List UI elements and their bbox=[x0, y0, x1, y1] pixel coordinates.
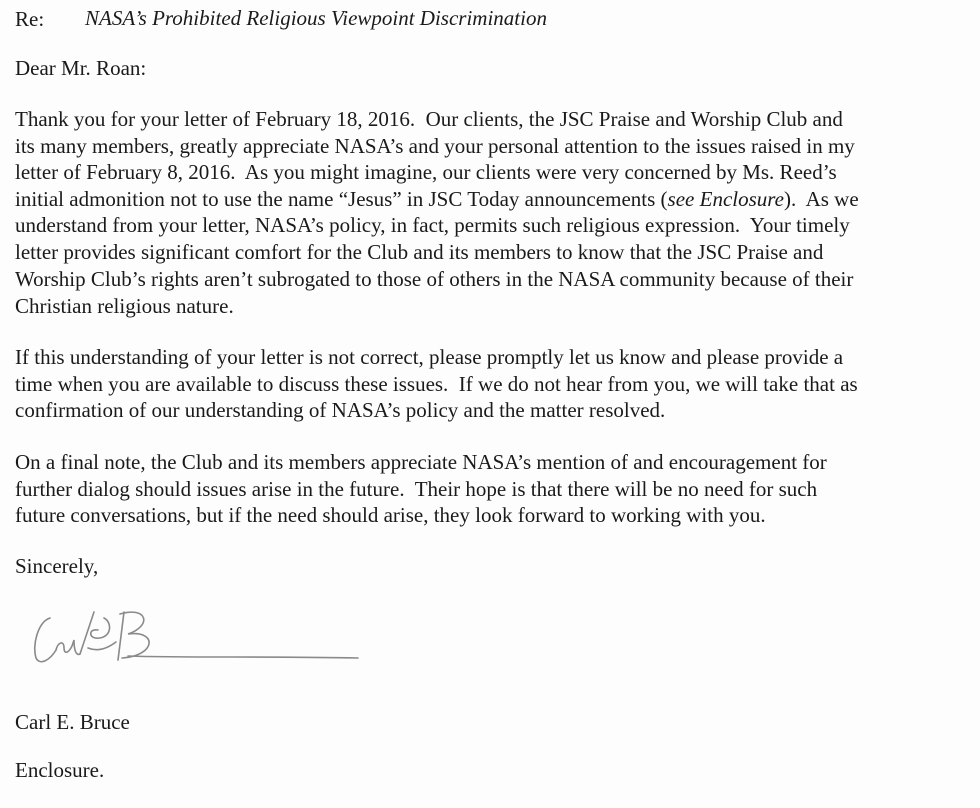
enclosure-reference: see Enclosure bbox=[667, 187, 784, 211]
line-text: initial admonition not to use the name “Jesus” in JSC Today announcements ( bbox=[15, 187, 668, 211]
paragraph-line: confirmation of our understanding of NASA’s policy and the matter resolved. bbox=[15, 398, 666, 422]
paragraph-line: Worship Club’s rights aren’t subrogated to those of others in the NASA community because of their bbox=[15, 267, 854, 291]
handwritten-signature bbox=[28, 600, 368, 680]
line-text: ). As we bbox=[783, 187, 859, 211]
paragraph-line bbox=[15, 186, 859, 212]
salutation: Dear Mr. Roan: bbox=[15, 56, 147, 80]
closing: Sincerely, bbox=[15, 554, 99, 578]
paragraph-line: If this understanding of your letter is not correct, please promptly let us know and please provide a bbox=[15, 345, 844, 369]
enclosure-note: Enclosure. bbox=[15, 758, 105, 782]
paragraph-line: Christian religious nature. bbox=[15, 294, 234, 318]
paragraph-line: understand from your letter, NASA’s policy, in fact, permits such religious expression. Your timely bbox=[15, 213, 850, 237]
paragraph-line: time when you are available to discuss these issues. If we do not hear from you, we will take that as bbox=[15, 372, 858, 396]
paragraph-line: future conversations, but if the need should arise, they look forward to working with you. bbox=[15, 503, 766, 527]
paragraph-line: Thank you for your letter of February 18, 2016. Our clients, the JSC Praise and Worship Club and bbox=[15, 107, 843, 131]
paragraph-line: letter provides significant comfort for the Club and its members to know that the JSC Praise and bbox=[15, 240, 824, 264]
paragraph-line: its many members, greatly appreciate NASA’s and your personal attention to the issues raised in my bbox=[15, 134, 855, 158]
re-label: Re: bbox=[15, 7, 45, 31]
paragraph-line: letter of February 8, 2016. As you might imagine, our clients were very concerned by Ms. Reed’s bbox=[15, 160, 837, 184]
paragraph-line: On a final note, the Club and its members appreciate NASA’s mention of and encouragement for bbox=[15, 450, 827, 474]
re-subject: NASA’s Prohibited Religious Viewpoint Discrimination bbox=[85, 6, 547, 30]
paragraph-line: further dialog should issues arise in the future. Their hope is that there will be no need for such bbox=[15, 477, 818, 501]
signer-name: Carl E. Bruce bbox=[15, 710, 130, 734]
